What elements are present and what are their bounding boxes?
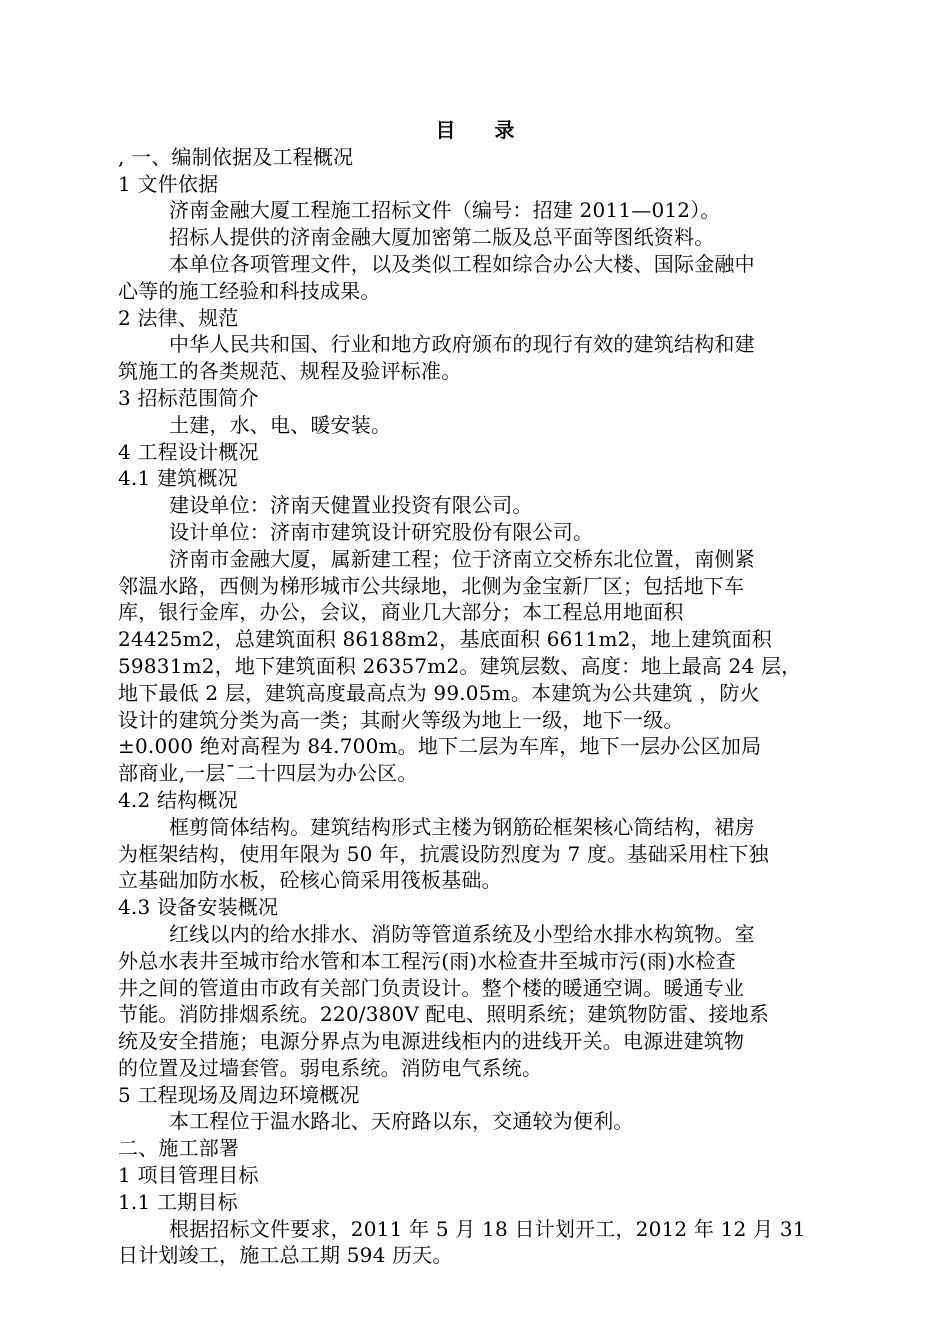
- text-line: 心等的施工经验和科技成果。: [118, 278, 381, 303]
- text-line: 节能。消防排烟系统。220/380V 配电、照明系统；建筑物防雷、接地系: [118, 1002, 770, 1027]
- text-line: 59831m2，地下建筑面积 26357m2。建筑层数、高度：地上最高 24 层，: [118, 653, 802, 678]
- text-line: 2 法律、规范: [118, 305, 239, 330]
- text-line: 日计划竣工，施工总工期 594 历天。: [118, 1243, 453, 1268]
- text-line: 4 工程设计概况: [118, 439, 259, 464]
- text-line: 的位置及过墙套管。弱电系统。消防电气系统。: [118, 1055, 543, 1080]
- text-line: 4.3 设备安装概况: [118, 895, 279, 920]
- text-line: 4.1 建筑概况: [118, 466, 238, 491]
- text-line: 4.2 结构概况: [118, 787, 238, 812]
- text-line: 招标人提供的济南金融大厦加密第二版及总平面等图纸资料。: [169, 225, 715, 250]
- text-line: 1 文件依据: [118, 171, 219, 196]
- text-line: 济南金融大厦工程施工招标文件（编号：招建 2011—012）。: [169, 198, 721, 223]
- document-title: 目 录: [435, 118, 531, 142]
- document-body: [118, 144, 828, 1269]
- text-line: 邻温水路，西侧为梯形城市公共绿地，北侧为金宝新厂区；包括地下车: [118, 573, 745, 598]
- text-line: 建设单位：济南天健置业投资有限公司。: [169, 493, 533, 518]
- text-line: 本工程位于温水路北、天府路以东，交通较为便利。: [169, 1109, 634, 1134]
- text-line: 根据招标文件要求，2011 年 5 月 18 日计划开工，2012 年 12 月 31: [169, 1216, 806, 1241]
- text-line: ±0.000 绝对高程为 84.700m。地下二层为车库，地下一层办公区加局: [118, 734, 762, 759]
- text-line: 外总水表井至城市给水管和本工程污(雨)水检查井至城市污(雨)水检查: [118, 948, 736, 973]
- text-line: 土建，水、电、暖安装。: [169, 412, 392, 437]
- text-line: 立基础加防水板，砼核心筒采用筏板基础。: [118, 868, 502, 893]
- text-line: , 一、编制依据及工程概况: [118, 144, 354, 169]
- text-line: 中华人民共和国、行业和地方政府颁布的现行有效的建筑结构和建: [169, 332, 755, 357]
- document-page: [118, 117, 828, 1269]
- text-line: 24425m2，总建筑面积 86188m2，基底面积 6611m2，地上建筑面积: [118, 627, 772, 652]
- text-line: 地下最低 2 层，建筑高度最高点为 99.05m。本建筑为公共建筑 ，防火: [118, 680, 760, 705]
- text-line: 井之间的管道由市政有关部门负责设计。整个楼的暖通空调。暖通专业: [118, 975, 745, 1000]
- text-line: 为框架结构，使用年限为 50 年，抗震设防烈度为 7 度。基础采用柱下独: [118, 841, 769, 866]
- text-line: 筑施工的各类规范、规程及验评标准。: [118, 359, 462, 384]
- text-line: 设计单位：济南市建筑设计研究股份有限公司。: [169, 519, 594, 544]
- text-line: 1 项目管理目标: [118, 1163, 259, 1188]
- text-line: 设计的建筑分类为高一类；其耐火等级为地上一级，地下一级。: [118, 707, 684, 732]
- text-line: 库，银行金库，办公，会议，商业几大部分；本工程总用地面积: [118, 600, 684, 625]
- text-line: 红线以内的给水排水、消防等管道系统及小型给水排水构筑物。室: [169, 921, 755, 946]
- text-line: 1.1 工期目标: [118, 1189, 238, 1214]
- text-line: 二、施工部署: [118, 1136, 240, 1161]
- text-line: 济南市金融大厦，属新建工程；位于济南立交桥东北位置，南侧紧: [169, 546, 755, 571]
- text-line: 部商业,一层¯二十四层为办公区。: [118, 761, 418, 786]
- text-line: 本单位各项管理文件，以及类似工程如综合办公大楼、国际金融中: [169, 251, 755, 276]
- text-line: 3 招标范围简介: [118, 385, 259, 410]
- text-line: 框剪筒体结构。建筑结构形式主楼为钢筋砼框架核心筒结构，裙房: [169, 814, 755, 839]
- text-line: 统及安全措施；电源分界点为电源进线柜内的进线开关。电源进建筑物: [118, 1029, 745, 1054]
- text-line: 5 工程现场及周边环境概况: [118, 1082, 360, 1107]
